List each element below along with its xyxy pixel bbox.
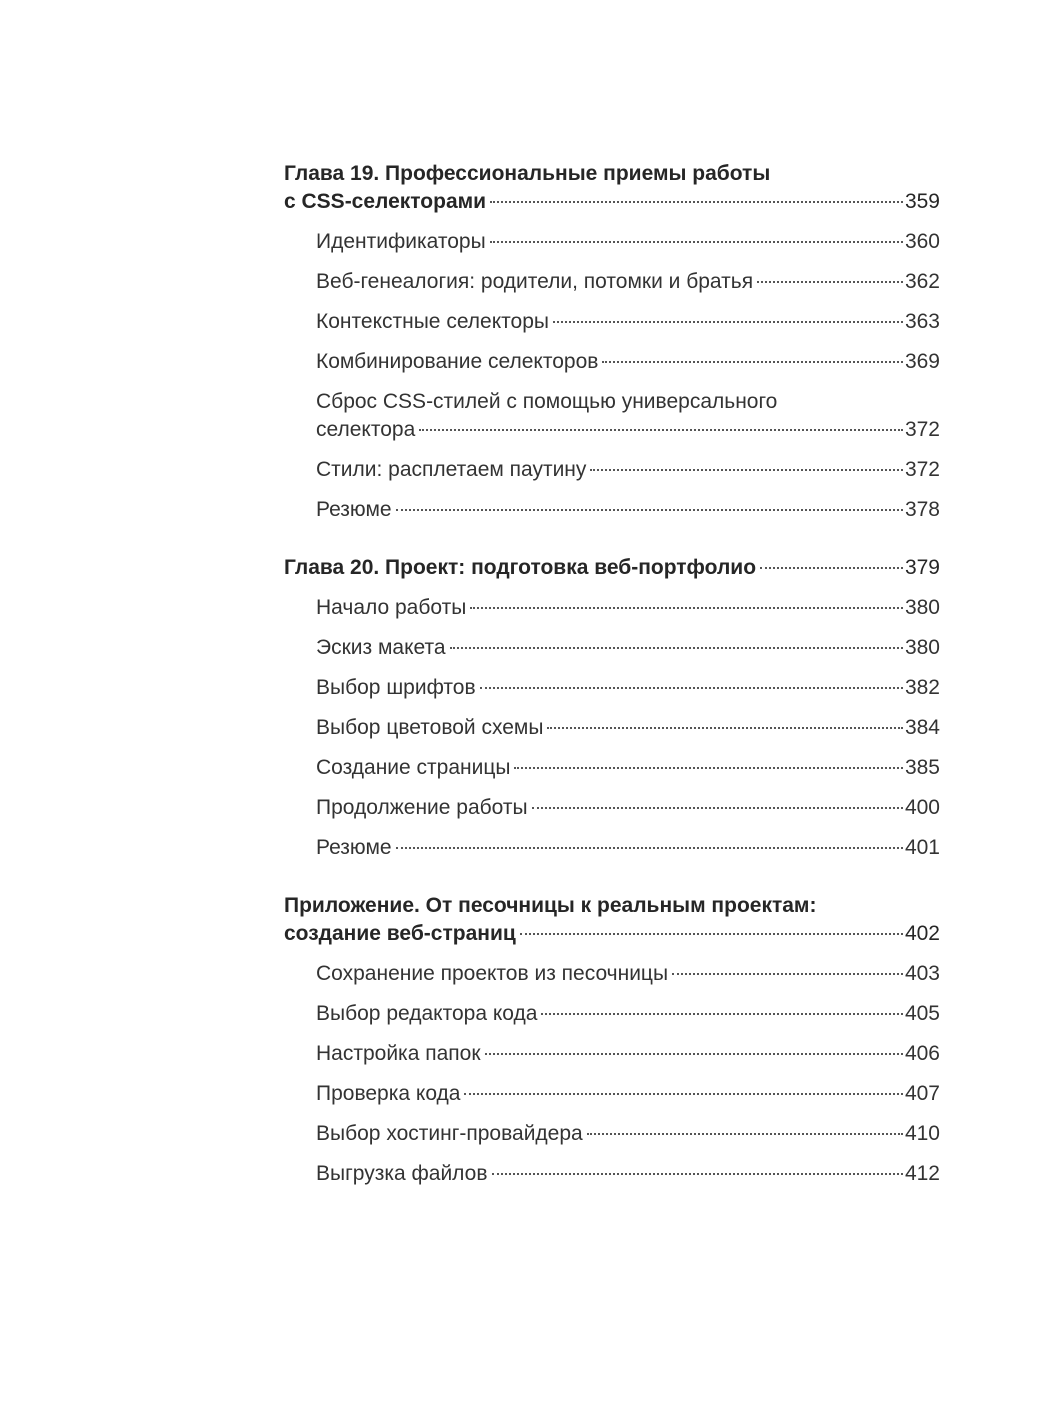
entry-label: Стили: расплетаем паутину (316, 458, 587, 481)
dot-leader (396, 847, 903, 849)
page-number: 360 (904, 230, 940, 253)
dot-leader (757, 281, 903, 283)
page-number: 401 (904, 836, 940, 859)
toc-entry[interactable] (316, 674, 940, 702)
dot-leader (590, 469, 903, 471)
dot-leader (760, 567, 903, 569)
dot-leader (470, 607, 903, 609)
toc-entry[interactable] (316, 268, 940, 296)
page-number: 402 (904, 922, 940, 945)
dot-leader (485, 1053, 903, 1055)
toc-chapter-20[interactable] (284, 554, 940, 582)
entry-label: Комбинирование селекторов (316, 350, 599, 373)
page-number: 372 (904, 458, 940, 481)
dot-leader (480, 687, 903, 689)
dot-leader (514, 767, 902, 769)
entry-label: Выбор цветовой схемы (316, 716, 544, 739)
toc-entry[interactable] (316, 348, 940, 376)
dot-leader (450, 647, 903, 649)
entry-label: Сохранение проектов из песочницы (316, 962, 669, 985)
toc-entry[interactable] (316, 594, 940, 622)
page-number: 403 (904, 962, 940, 985)
chapter-title-text: с CSS-селекторами (284, 190, 487, 213)
chapter-title-text: Глава 20. Проект: подготовка веб-портфолио (284, 556, 757, 579)
toc-entry[interactable] (316, 1120, 940, 1148)
entry-label-line1: Сброс CSS-стилей с помощью универсального (316, 390, 778, 413)
dot-leader (490, 241, 903, 243)
toc-entry[interactable] (316, 228, 940, 256)
chapter-title-text: создание веб-страниц (284, 922, 516, 945)
toc-entry[interactable] (316, 1000, 940, 1028)
toc-entry[interactable] (316, 634, 940, 662)
entry-label: Выбор шрифтов (316, 676, 476, 699)
entry-label: Проверка кода (316, 1082, 461, 1105)
dot-leader (672, 973, 903, 975)
toc-entry[interactable] (316, 714, 940, 742)
toc-entry[interactable] (316, 388, 940, 444)
dot-leader (602, 361, 903, 363)
page-number: 380 (904, 596, 940, 619)
entry-label: Эскиз макета (316, 636, 446, 659)
dot-leader (464, 1093, 902, 1095)
chapter-20-items (316, 594, 940, 862)
entry-label: Выгрузка файлов (316, 1162, 488, 1185)
page-number: 384 (904, 716, 940, 739)
entry-label-line2-row (316, 416, 940, 444)
toc-entry[interactable] (316, 960, 940, 988)
toc-entry[interactable] (316, 1040, 940, 1068)
entry-label: Резюме (316, 498, 392, 521)
page-number: 380 (904, 636, 940, 659)
dot-leader (587, 1133, 903, 1135)
page-number: 405 (904, 1002, 940, 1025)
page-number: 410 (904, 1122, 940, 1145)
entry-label: Контекстные селекторы (316, 310, 549, 333)
page-number: 412 (904, 1162, 940, 1185)
chapter-19-items (316, 228, 940, 524)
page-number: 406 (904, 1042, 940, 1065)
dot-leader (541, 1013, 903, 1015)
entry-label-line2: селектора (316, 418, 416, 441)
chapter-title-line1: Приложение. От песочницы к реальным проектам: (284, 894, 817, 917)
toc-entry[interactable] (316, 308, 940, 336)
page-number: 363 (904, 310, 940, 333)
dot-leader (520, 933, 903, 935)
entry-label: Веб-генеалогия: родители, потомки и братья (316, 270, 754, 293)
table-of-contents (284, 160, 940, 1188)
dot-leader (492, 1173, 903, 1175)
entry-label: Выбор редактора кода (316, 1002, 538, 1025)
dot-leader (396, 509, 903, 511)
page-number: 369 (904, 350, 940, 373)
toc-entry[interactable] (316, 834, 940, 862)
entry-label: Продолжение работы (316, 796, 528, 819)
appendix-items (316, 960, 940, 1188)
page-number: 382 (904, 676, 940, 699)
toc-chapter-19[interactable] (284, 160, 940, 216)
page-number: 372 (904, 418, 940, 441)
page-number: 362 (904, 270, 940, 293)
entry-label: Создание страницы (316, 756, 511, 779)
page-number: 379 (904, 556, 940, 579)
dot-leader (553, 321, 903, 323)
toc-entry[interactable] (316, 496, 940, 524)
dot-leader (547, 727, 903, 729)
entry-label: Настройка папок (316, 1042, 481, 1065)
toc-entry[interactable] (316, 1160, 940, 1188)
page-number: 385 (904, 756, 940, 779)
entry-label: Выбор хостинг-провайдера (316, 1122, 583, 1145)
toc-entry[interactable] (316, 794, 940, 822)
toc-entry[interactable] (316, 456, 940, 484)
dot-leader (490, 201, 903, 203)
toc-entry[interactable] (316, 1080, 940, 1108)
entry-label: Резюме (316, 836, 392, 859)
chapter-title-line2 (284, 920, 940, 948)
page-number: 407 (904, 1082, 940, 1105)
toc-appendix[interactable] (284, 892, 940, 948)
chapter-title-line1: Глава 19. Профессиональные приемы работы (284, 162, 771, 185)
dot-leader (532, 807, 903, 809)
entry-label: Идентификаторы (316, 230, 486, 253)
page-number: 378 (904, 498, 940, 521)
page-number: 359 (904, 190, 940, 213)
toc-entry[interactable] (316, 754, 940, 782)
chapter-title-row (284, 554, 940, 582)
chapter-title-line2 (284, 188, 940, 216)
entry-label: Начало работы (316, 596, 467, 619)
dot-leader (419, 429, 903, 431)
page-number: 400 (904, 796, 940, 819)
